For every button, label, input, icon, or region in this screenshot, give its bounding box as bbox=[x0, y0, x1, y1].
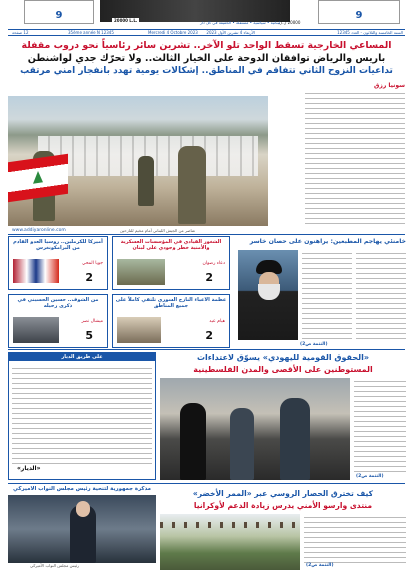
lead-article-text bbox=[305, 90, 405, 228]
aqsa-headline bbox=[160, 352, 406, 376]
dateline bbox=[8, 29, 405, 36]
masthead-right-number: 9 bbox=[355, 10, 363, 21]
dateline-pages: 12 صفحة bbox=[12, 30, 29, 35]
teaser-title: عظمة الاعباء النازح السوري تلتقي كاملاً على جميع المناطق bbox=[115, 297, 227, 309]
khamenei-text-right bbox=[356, 250, 406, 340]
teaser-card[interactable] bbox=[112, 294, 230, 348]
aqsa-headline-line2: المستوطنين على الأقصى والمدن الفلسطينية bbox=[193, 365, 373, 374]
teaser-photo bbox=[117, 259, 165, 285]
masthead-price-right: 20000 ل.ل. bbox=[278, 20, 301, 25]
teaser-card[interactable] bbox=[8, 294, 108, 348]
main-headline-line1: المساعي الخارجية تسقط الواحد تلو الآخر.. تشرين سائر رئاسياً نحو دروب مقفلة bbox=[21, 40, 392, 51]
teaser-photo bbox=[13, 317, 59, 343]
bottom-left-photo bbox=[8, 495, 156, 563]
teaser-author: دعاء رضوان bbox=[202, 261, 225, 266]
editorial-title: على طريق الديار bbox=[9, 353, 155, 361]
teaser-author: ميشال نصر bbox=[81, 319, 103, 324]
dateline-issue-ar: السنة الخامسة والثلاثون - العدد 12345 bbox=[337, 30, 403, 35]
website-url: www.addiyaronline.com bbox=[12, 228, 66, 233]
teaser-title: الشغور القيادي في المؤسسات العسكرية والأمنية خطر وجودي على لبنان bbox=[120, 239, 222, 251]
cedar-icon bbox=[33, 170, 43, 183]
civilian bbox=[180, 403, 206, 480]
divider-under-teasers bbox=[8, 349, 405, 350]
teaser-grid bbox=[8, 236, 230, 348]
khamenei-photo bbox=[238, 250, 298, 340]
editorial-signature: «الديار» bbox=[17, 465, 41, 472]
bottom-right-headline bbox=[160, 488, 406, 512]
main-headline bbox=[8, 39, 405, 78]
bottom-right-text bbox=[304, 514, 406, 564]
masthead-tagline: لبنانية • سياسية • مستقلة • الحقيقة في كل دار bbox=[199, 20, 280, 25]
teaser-page-number: 5 bbox=[85, 329, 93, 342]
officer-1 bbox=[280, 398, 310, 480]
main-headline-line2: باريس والرياض توافقان الدوحة على الخيار الثالث.. ولا تحرّك جدي لواشنطن bbox=[27, 53, 386, 64]
dateline-issue-fr: 35ème année N 12345 bbox=[68, 30, 114, 35]
khamenei-continued[interactable]: (التتمة ص2) bbox=[300, 342, 328, 347]
khamenei-headline: خامنئي يهاجم المطبعين: يراهنون على حصان خاسر bbox=[249, 238, 406, 245]
bottom-right-photo bbox=[160, 514, 300, 570]
teaser-title: من الشوف.. حسين الحسيني في ذكرى رحيله bbox=[17, 297, 99, 309]
divider-bottom bbox=[8, 483, 405, 484]
teaser-card[interactable] bbox=[8, 236, 108, 290]
aqsa-photo bbox=[160, 378, 350, 480]
bottom-left-caption: رئيس مجلس النواب الأميركي bbox=[30, 563, 79, 568]
editorial-text bbox=[12, 365, 152, 465]
teaser-author: جويا المحي bbox=[81, 261, 103, 266]
bottom-right-headline-line1: كيف تخترق الحصار الروسي عبر «الممر الأخضر» bbox=[192, 489, 374, 498]
masthead-price: 20000 L.L. bbox=[114, 18, 138, 23]
lead-author: سونيا رزق bbox=[374, 82, 405, 89]
flag-image bbox=[13, 259, 59, 283]
teaser-page-number: 2 bbox=[85, 271, 93, 284]
bottom-right-continued[interactable]: (التتمة ص2) bbox=[306, 563, 334, 568]
aqsa-continued[interactable]: (التتمة ص2) bbox=[356, 474, 384, 479]
teaser-card[interactable] bbox=[112, 236, 230, 290]
teaser-author: هيام عيد bbox=[209, 319, 225, 324]
khamenei-text-left bbox=[302, 250, 352, 340]
divider-under-lead bbox=[8, 234, 405, 235]
masthead-left-box bbox=[24, 0, 94, 24]
aqsa-headline-line1: «الحقوق القومية لليهودي» يسوّق لاعتداءات bbox=[196, 353, 369, 362]
main-headline-line3: تداعيات النزوح الثاني تتفاقم في المناطق.. إشكالات يومية تهدد بانفجار امني مرتقب bbox=[20, 66, 393, 76]
pergola bbox=[160, 522, 300, 528]
masthead bbox=[0, 0, 413, 28]
masthead-right-box bbox=[318, 0, 400, 24]
teaser-photo bbox=[117, 317, 161, 343]
beard bbox=[258, 284, 280, 300]
teaser-page-number: 2 bbox=[205, 271, 213, 284]
dateline-date-ar: الأربعاء 4 تشرين الأول 2023 bbox=[206, 30, 255, 35]
officer-2 bbox=[230, 408, 254, 480]
soldier-middle bbox=[138, 156, 154, 206]
dateline-date-fr: Mercredi 4 Octobre 2023 bbox=[148, 30, 198, 35]
speaker-face bbox=[76, 501, 90, 517]
lebanese-flag bbox=[8, 154, 68, 202]
lead-photo-caption: عناصر من الجيش اللبناني أمام مخيم للنازحين bbox=[120, 228, 196, 233]
lead-photo bbox=[8, 96, 268, 226]
editorial-box bbox=[8, 352, 156, 480]
masthead-left-number: 9 bbox=[55, 10, 63, 21]
bottom-left-headline: مذكرة جمهورية لتنحية رئيس مجلس النواب الأميركي bbox=[12, 486, 152, 492]
teaser-title: أميركا للكرملين.. روسيا العدو القادم من البرامكونغرس bbox=[13, 239, 103, 251]
soldier-right bbox=[178, 146, 206, 224]
bottom-right-headline-line2: منتدى وارسو الأمني يدرس زيادة الدعم لأوكرانيا bbox=[193, 501, 373, 510]
aqsa-text bbox=[354, 378, 406, 474]
teaser-page-number: 2 bbox=[205, 329, 213, 342]
